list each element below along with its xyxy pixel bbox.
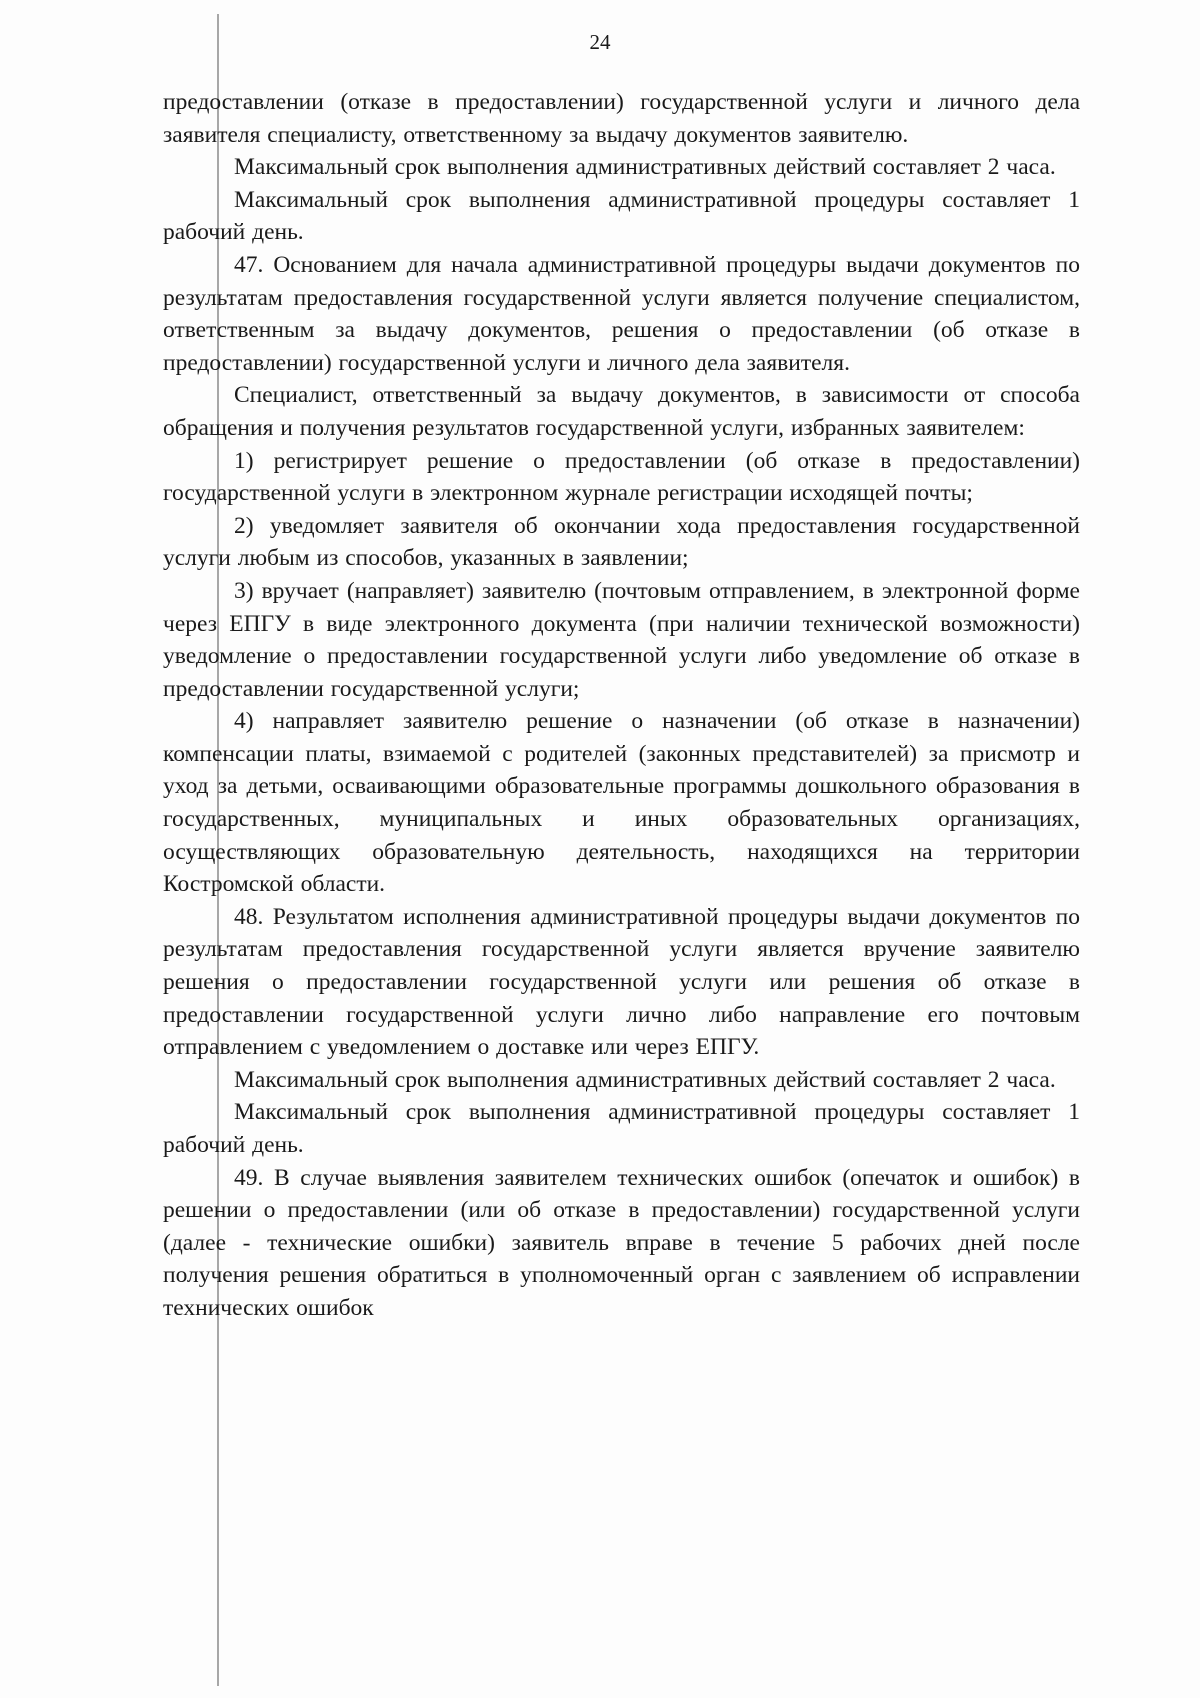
page-number: 24 <box>589 30 611 54</box>
list-item-3: 3) вручает (направляет) заявителю (почтовым отправлением, в электронной форме через ЕПГУ в виде электронного документа (при наличии технической возможности) уведомление о предоставлении государственной услуги либо уведомление об отказе в предоставлении государственной услуги; <box>163 577 1080 702</box>
document-body <box>163 86 1080 1325</box>
paragraph-max-procedure-time-2: Максимальный срок выполнения административной процедуры составляет 1 рабочий день. <box>163 1099 1080 1158</box>
paragraph-49: 49. В случае выявления заявителем технических ошибок (опечаток и ошибок) в решении о предоставлении (или об отказе в предоставлении) государственной услуги (далее - технические ошибки) заявитель вправе в течение 5 рабочих дней после получения решения обратиться в уполномоченный орган с заявлением об исправлении технических ошибок <box>163 1164 1080 1321</box>
paragraph-max-actions-time-2: Максимальный срок выполнения административных действий составляет 2 часа. <box>234 1066 1056 1093</box>
paragraph-continuation: предоставлении (отказе в предоставлении) государственной услуги и личного дела заявителя специалисту, ответственному за выдачу документов заявителю. <box>163 89 1080 148</box>
paragraph-max-actions-time: Максимальный срок выполнения административных действий составляет 2 часа. <box>234 154 1056 181</box>
paragraph-48: 48. Результатом исполнения административной процедуры выдачи документов по результатам предоставления государственной услуги является вручение заявителю решения о предоставлении государственной услуги или решения об отказе в предоставлении государственной услуги лично либо направление его почтовым отправлением с уведомлением о доставке или через ЕПГУ. <box>163 903 1080 1061</box>
list-item-1: 1) регистрирует решение о предоставлении (об отказе в предоставлении) государственной услуги в электронном журнале регистрации исходящей почты; <box>163 447 1080 507</box>
list-item-4: 4) направляет заявителю решение о назначении (об отказе в назначении) компенсации платы, взимаемой с родителей (законных представителей) за присмотр и уход за детьми, осваивающими образовательные программы дошкольного образования в государственных, муниципальных и иных образовательных организациях, осуществляющих образовательную деятельность, находящихся на территории Костромской области. <box>163 708 1080 898</box>
paragraph-max-procedure-time: Максимальный срок выполнения административной процедуры составляет 1 рабочий день. <box>163 186 1080 246</box>
list-item-2: 2) уведомляет заявителя об окончании хода предоставления государственной услуги любым из способов, указанных в заявлении; <box>163 512 1080 572</box>
paragraph-specialist: Специалист, ответственный за выдачу документов, в зависимости от способа обращения и получения результатов государственной услуги, избранных заявителем: <box>163 382 1080 441</box>
paragraph-47: 47. Основанием для начала административной процедуры выдачи документов по результатам предоставления государственной услуги является получение специалистом, ответственным за выдачу документов, решения о предоставлении (об отказе в предоставлении) государственной услуги и личного дела заявителя. <box>163 251 1080 376</box>
